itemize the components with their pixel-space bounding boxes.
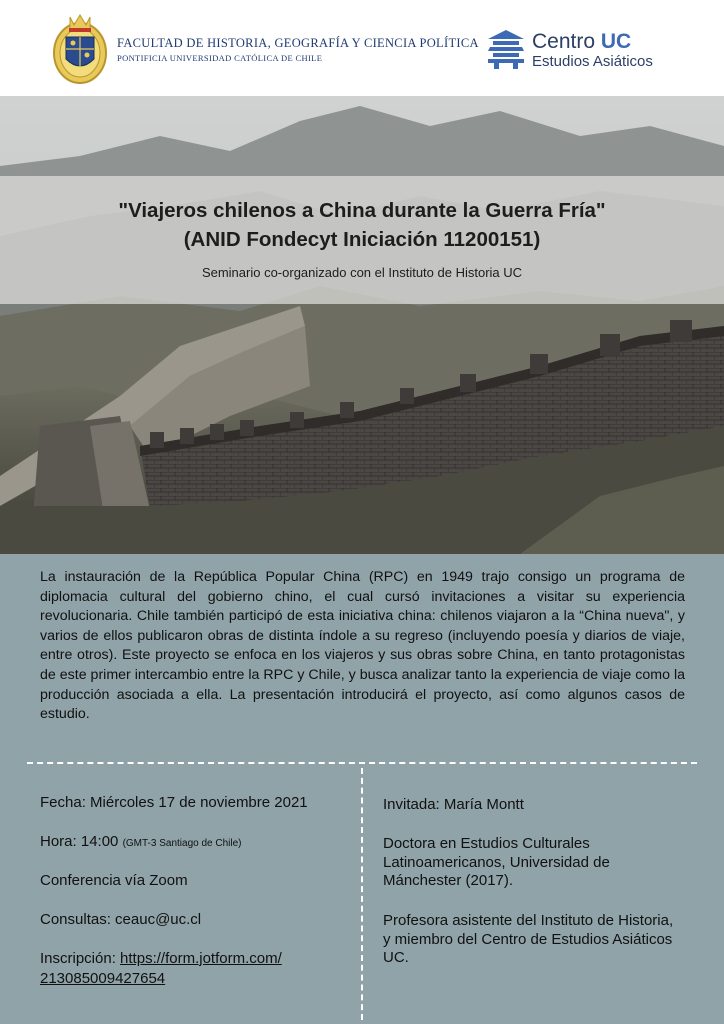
grant-title: (ANID Fondecyt Iniciación 11200151) [183, 228, 541, 251]
event-timezone: (GMT-3 Santiago de Chile) [122, 838, 242, 849]
centro-subtitle: Estudios Asiáticos [532, 53, 653, 70]
event-description: La instauración de la República Popular China (RPC) en 1949 trajo consigo un programa de diplomacia cultural del gobierno chino, el cual cursó invitaciones a visitar su experiencia revolucionaria. Chile también participó de esta iniciativa china: chilenos viajaron a la “China nueva", y varios de ellos publicaron obras de distinta índole a su regreso (incluyendo poesía y diarios de viaje, entre otros). Este proyecto se enfoca en los viajeros y sus obras sobre China, en tanto protagonistas de este primer intercambio entre la RPC y Chile, y busca analizar tanto la experiencia de viaje como la producción asociada a ella. La presentación introducirá el proyecto, así como algunos casos de estudio. [40, 569, 685, 723]
vertical-divider [361, 768, 363, 1020]
guest-bio-degree: Doctora en Estudios Culturales Latinoamericanos, Universidad de Mánchester (2017). [383, 835, 610, 889]
event-contact: Consultas: ceauc@uc.cl [40, 911, 202, 928]
great-wall-image [0, 96, 724, 554]
header [0, 0, 724, 96]
registration-link[interactable]: https://form.jotform.com/ [120, 950, 282, 967]
info-section [0, 554, 724, 1024]
event-date: Fecha: Miércoles 17 de noviembre 2021 [40, 794, 308, 811]
seminar-subtitle: Seminario co-organizado con el Instituto de Historia UC [201, 265, 523, 280]
faculty-name [117, 36, 479, 63]
great-wall-photo [0, 96, 724, 554]
guest-bio-position: Profesora asistente del Instituto de Historia, y miembro del Centro de Estudios Asiáticos UC. [383, 912, 674, 966]
registration-label: Inscripción: [40, 950, 116, 967]
centro-uc-logo [532, 31, 653, 71]
registration-link-id[interactable]: 213085009427654 [40, 970, 166, 987]
university-seal-icon [52, 11, 108, 85]
horizontal-divider [27, 762, 697, 764]
event-time-label: Hora: 14:00 [40, 833, 119, 850]
event-platform: Conferencia vía Zoom [40, 872, 188, 889]
guest-name: Invitada: María Montt [383, 796, 524, 813]
faculty-title: FACULTAD DE HISTORIA, GEOGRAFÍA Y CIENCIA POLÍTICA [117, 36, 479, 50]
event-time [40, 833, 242, 850]
pagoda-icon [486, 29, 526, 69]
event-title: "Viajeros chilenos a China durante la Guerra Fría" [118, 199, 606, 222]
centro-word: Centro [532, 30, 596, 53]
event-registration [40, 949, 282, 989]
centro-uc: UC [600, 30, 632, 53]
faculty-subtitle: PONTIFICIA UNIVERSIDAD CATÓLICA DE CHILE [117, 53, 323, 63]
